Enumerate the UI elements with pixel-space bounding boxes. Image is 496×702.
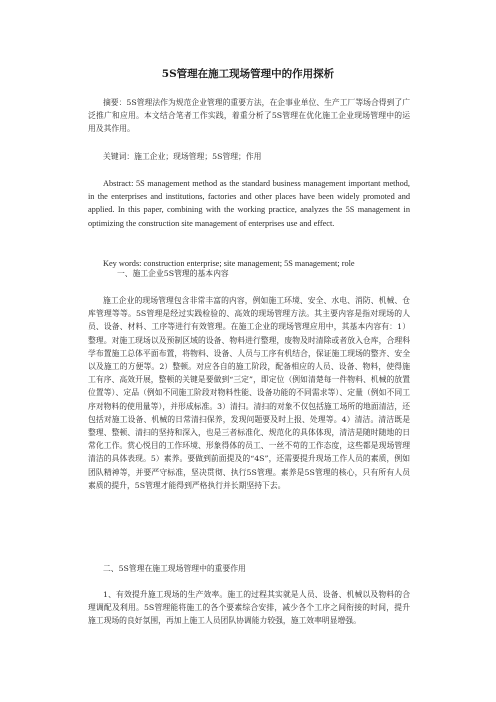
section1-heading: 一、施工企业5S管理的基本内容 xyxy=(117,269,229,278)
section1-body: 施工企业的现场管理包含非常丰富的内容，例如施工环境、安全、水电、消防、机械、仓库管理等等。5S管理是经过实践检验的、高效的现场管理方法。其主要内容是指对现场的人员、设备、材料、工序等进行有效管理。在施工企业的现场管理应用中，其基本内容有：1）整理。对施工现场以及预制区域的设备、物料进行整理，废物及时清除或者放入仓库，合理科学布置施工总体平面布置，将物料、设备、人员与工序有机结合，保证施工现场的整齐、安全以及施工的方便等。2）整顿。对应各自的施工阶段，配备相应的人员、设备、物料，使得施工有序、高效开展，整顿的关键是要做到“三定”，即定位（例如清楚每一件物料、机械的放置位置等）、定品（例如不同施工阶段对物料性能、设备功能的不同需求等）、定量（例如不同工序对物料的使用量等），并形成标准。3）清扫。清扫的对象不仅包括施工场所的地面清洁，还包括对施工设备、机械的日常清扫保养，发现问题要及时上报、处理等。4）清洁。清洁既是整理、整顿、清扫的坚持和深入，也是三者标准化、规范化的具体体现，清洁是随时随地的日常化工作。赏心悦目的工作环境、形象得体的员工、一丝不苟的工作态度，这些都是现场管理清洁的具体表现。5）素养。要做到前面提及的“4S”，还需要提升现场工作人员的素质，例如团队精神等，并要严守标准，坚决贯彻、执行5S管理。素养是5S管理的核心，只有所有人员素质的提升，5S管理才能得到严格执行并长期坚持下去。 xyxy=(88,296,410,490)
section2-heading: 二、5S管理在施工现场管理中的重要作用 xyxy=(103,564,246,573)
abstract-en: Abstract: 5S management method as the standard business management important method, in the enterprises and institutions, factories and other places have been widely promoted and applied. In this paper, combining with the working practice, analyzes the 5S management in optimizing the construction site management of enterprises use and effect. xyxy=(88,179,410,228)
abstract-cn: 摘要：5S管理法作为规范企业管理的重要方法，在企事业单位、生产工厂等场合得到了广泛推广和应用。本文结合笔者工作实践，着重分析了5S管理在优化施工企业现场管理中的运用及其作用。 xyxy=(88,98,410,134)
paper-title: 5S管理在施工现场管理中的作用探析 xyxy=(161,68,335,80)
section2-body: 1、有效提升施工现场的生产效率。施工的过程其实就是人员、设备、机械以及物料的合理调配及利用。5S管理能将施工的各个要素综合安排，减少各个工序之间衔接的时间，提升施工现场的良好氛围，再加上施工人员团队协调能力较强，施工效率明显增强。 xyxy=(88,590,410,626)
keywords-cn: 关键词：施工企业；现场管理；5S管理；作用 xyxy=(103,152,262,161)
keywords-en: Key words: construction enterprise; site management; 5S management; role xyxy=(103,259,355,268)
